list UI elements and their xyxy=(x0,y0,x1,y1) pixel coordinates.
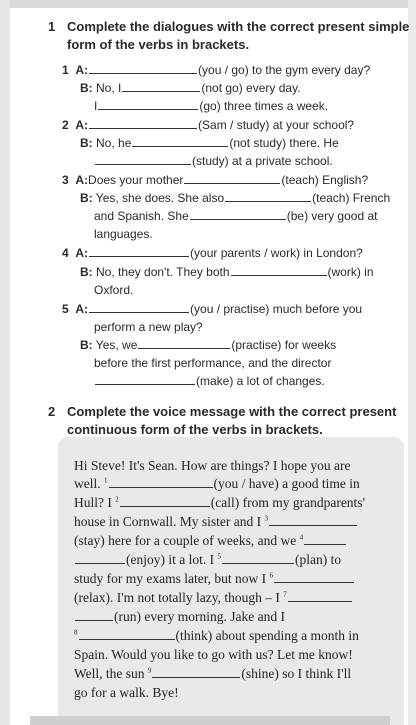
answer-blank-1-3[interactable] xyxy=(98,98,198,110)
message-blank-4b[interactable] xyxy=(75,551,125,564)
exercise-2-title-line2: continuous form of the verbs in brackets. xyxy=(67,422,323,437)
message-blank-7b[interactable] xyxy=(75,608,113,621)
answer-blank-3-2[interactable] xyxy=(225,190,311,202)
message-line-2: well. $^1$ (you / have) a good time in xyxy=(74,476,360,491)
dialogue-4-a: 4 A: (your parents / work) in London? xyxy=(62,246,363,260)
message-blank-2[interactable] xyxy=(120,494,210,507)
dialogue-3-b: B: Yes, she does. She also (teach) French xyxy=(80,191,391,205)
scan-edge-top xyxy=(0,0,416,8)
dialogue-2-b: B: No, he (not study) there. He xyxy=(80,136,339,150)
answer-blank-2-2[interactable] xyxy=(132,135,228,147)
message-line-13: go for a walk. Bye! xyxy=(74,685,179,700)
answer-blank-3-3[interactable] xyxy=(190,208,286,220)
message-line-10: $^8$ (think) about spending a month in xyxy=(74,628,359,643)
exercise-1-title-line2: form of the verbs in brackets. xyxy=(67,37,250,52)
exercise-2-title-line1: Complete the voice message with the correct present xyxy=(67,404,397,419)
dialogue-5-b: B: Yes, we (practise) for weeks xyxy=(80,338,337,352)
dialogue-5-b3: (make) a lot of changes. xyxy=(94,373,325,389)
message-line-5: (stay) here for a couple of weeks, and we $^4$ xyxy=(74,532,347,549)
message-line-9: (run) every morning. Jake and I xyxy=(74,608,285,625)
message-line-1: Hi Steve! It's Sean. How are things? I hope you are xyxy=(74,458,351,473)
answer-blank-2-3[interactable] xyxy=(95,153,191,165)
dialogue-1-a: 1 A: (you / go) to the gym every day? xyxy=(62,63,371,77)
exercise-1-number: 1 xyxy=(48,19,56,34)
message-line-12: Well, the sun $^9$ (shine) so I think I'll xyxy=(74,666,352,681)
message-line-11: Spain. Would you like to go with us? Let me know! xyxy=(74,647,353,662)
message-line-8: (relax). I'm not totally lazy, though – I $^7$ xyxy=(74,589,353,606)
message-blank-9[interactable] xyxy=(152,665,240,678)
answer-blank-5-2[interactable] xyxy=(138,337,230,349)
dialogue-3-b3: languages. xyxy=(94,227,153,241)
dialogue-5-b2: before the first performance, and the director xyxy=(94,356,332,370)
message-blank-7[interactable] xyxy=(288,589,352,602)
dialogue-1-b2: I (go) three times a week. xyxy=(94,99,329,113)
message-blank-3[interactable] xyxy=(269,513,357,526)
message-blank-1[interactable] xyxy=(109,475,213,488)
exercise-1-title-line1: Complete the dialogues with the correct present simple xyxy=(67,19,410,34)
answer-blank-5-3[interactable] xyxy=(95,373,195,385)
scan-edge-bottom xyxy=(30,716,390,725)
message-blank-6[interactable] xyxy=(274,570,354,583)
dialogue-5-a2: perform a new play? xyxy=(94,320,203,334)
dialogue-3-b2: and Spanish. She (be) very good at xyxy=(94,209,378,223)
answer-blank-3-1[interactable] xyxy=(184,172,280,184)
dialogue-1-b: B: No, I (not go) every day. xyxy=(80,81,301,95)
message-blank-8[interactable] xyxy=(79,627,175,640)
dialogue-3-a: 3 A:Does your mother (teach) English? xyxy=(62,173,369,187)
dialogue-4-b2: Oxford. xyxy=(94,283,134,297)
answer-blank-4-1[interactable] xyxy=(89,245,189,257)
message-line-4: house in Cornwall. My sister and I $^3$ xyxy=(74,513,358,530)
scan-edge-left xyxy=(0,0,10,725)
message-line-3: Hull? I $^2$ (call) from my grandparents' xyxy=(74,495,365,510)
answer-blank-1-1[interactable] xyxy=(89,62,197,74)
dialogue-1-number: 1 xyxy=(62,63,69,77)
answer-blank-5-1[interactable] xyxy=(89,301,189,313)
answer-blank-2-1[interactable] xyxy=(89,117,197,129)
dialogue-2-a: 2 A: (Sam / study) at your school? xyxy=(62,118,355,132)
dialogue-4-b: B: No, they don't. They both (work) in xyxy=(80,265,374,279)
answer-blank-4-2[interactable] xyxy=(231,264,327,276)
scan-edge-right xyxy=(408,0,416,725)
exercise-2-number: 2 xyxy=(48,404,56,419)
message-line-7: study for my exams later, but now I $^6$ xyxy=(74,570,355,587)
message-blank-5[interactable] xyxy=(222,551,294,564)
message-blank-4[interactable] xyxy=(304,532,346,545)
dialogue-2-b2: (study) at a private school. xyxy=(94,153,333,169)
answer-blank-1-2[interactable] xyxy=(122,80,200,92)
message-line-6: (enjoy) it a lot. I $^5$ (plan) to xyxy=(74,551,341,568)
dialogue-5-a: 5 A: (you / practise) much before you xyxy=(62,302,363,316)
